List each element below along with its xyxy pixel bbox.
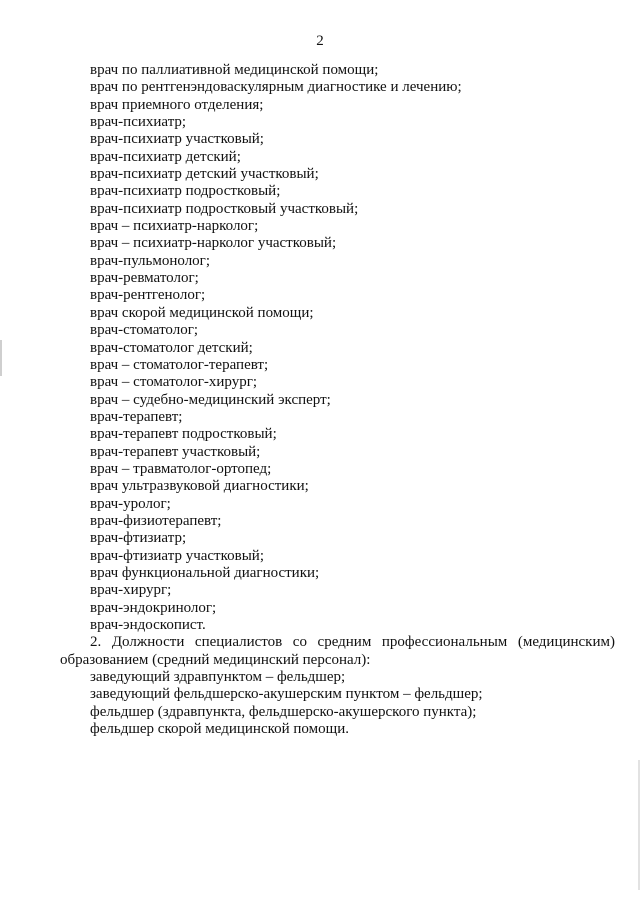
list-item: врач-психиатр подростковый; <box>90 183 281 200</box>
list-item: врач-пульмонолог; <box>90 252 210 269</box>
list-item: врач-терапевт участковый; <box>90 443 261 460</box>
list-item: врач-ревматолог; <box>90 270 199 287</box>
list-item: врач-фтизиатр участковый; <box>90 547 264 564</box>
list-item: врач-эндоскопист. <box>90 617 206 633</box>
list-item: врач приемного отделения; <box>90 96 264 113</box>
list-item: врач-рентгенолог; <box>90 287 206 304</box>
list-item: врач-терапевт; <box>90 408 183 425</box>
section-2-heading-line-2: образованием (средний медицинский персонал): <box>60 651 371 668</box>
list-item: врач – стоматолог-терапевт; <box>90 356 269 373</box>
page-number: 2 <box>316 33 324 49</box>
list-item: врач-стоматолог; <box>90 322 199 339</box>
list-item: врач-хирург; <box>90 582 172 599</box>
list-item: врач – травматолог-ортопед; <box>90 460 272 477</box>
list-item: фельдшер скорой медицинской помощи. <box>90 721 349 738</box>
scan-edge-mark <box>0 340 2 376</box>
list-item: врач-психиатр детский; <box>90 148 241 165</box>
list-item: врач ультразвуковой диагностики; <box>90 478 309 495</box>
list-item: врач-стоматолог детский; <box>90 339 253 356</box>
section-2-heading-line-1: 2. Должности специалистов со средним профессиональным (медицинским) <box>90 634 615 651</box>
list-item: врач-физиотерапевт; <box>90 512 222 529</box>
list-item: врач – психиатр-нарколог; <box>90 218 259 235</box>
list-item: заведующий фельдшерско-акушерским пунктом – фельдшер; <box>90 686 483 703</box>
list-item: врач по паллиативной медицинской помощи; <box>90 62 379 78</box>
list-item: врач – психиатр-нарколог участковый; <box>90 235 337 252</box>
list-item: врач функциональной диагностики; <box>90 564 320 581</box>
list-item: врач-психиатр подростковый участковый; <box>90 200 359 217</box>
list-item: врач-психиатр детский участковый; <box>90 166 319 183</box>
list-item: врач-психиатр участковый; <box>90 131 264 148</box>
list-item: фельдшер (здравпункта, фельдшерско-акушерского пункта); <box>90 703 477 720</box>
list-item: врач скорой медицинской помощи; <box>90 304 314 321</box>
list-item: врач-психиатр; <box>90 114 187 131</box>
list-item: врач-терапевт подростковый; <box>90 426 277 443</box>
list-item: врач-уролог; <box>90 495 171 512</box>
list-item: врач по рентгенэндоваскулярным диагностике и лечению; <box>90 79 462 96</box>
list-item: врач – стоматолог-хирург; <box>90 374 258 391</box>
list-item: врач – судебно-медицинский эксперт; <box>90 391 331 408</box>
section-2 <box>60 634 615 738</box>
document-body <box>60 62 615 738</box>
list-item: врач-фтизиатр; <box>90 530 187 547</box>
list-item: врач-эндокринолог; <box>90 599 217 616</box>
position-list <box>60 62 615 634</box>
list-item: заведующий здравпунктом – фельдшер; <box>90 669 346 686</box>
